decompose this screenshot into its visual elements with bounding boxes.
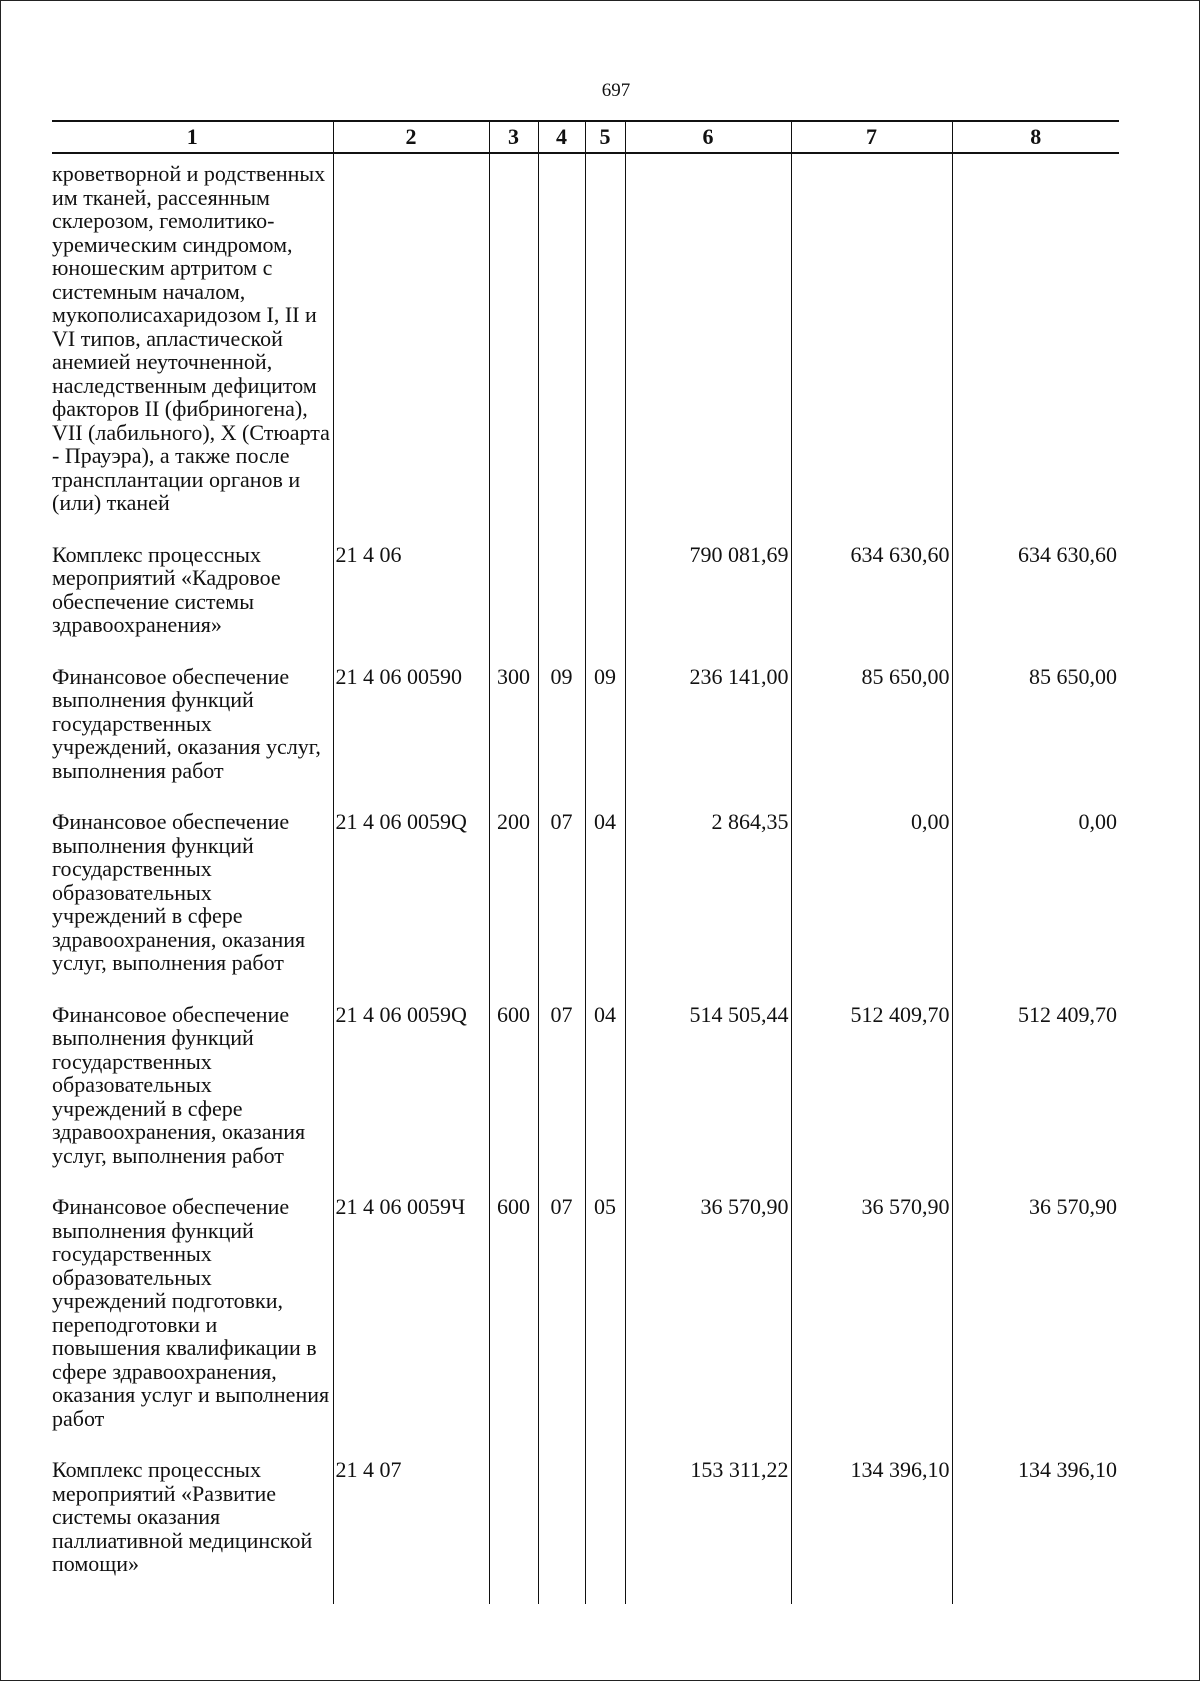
- table-row: [52, 665, 1119, 811]
- row-col6: 153 311,22: [625, 1458, 791, 1604]
- row-col8: 634 630,60: [952, 543, 1119, 665]
- row-col8: 0,00: [952, 810, 1119, 1003]
- row-code: 21 4 06: [333, 543, 489, 665]
- table-row: [52, 1195, 1119, 1458]
- row-col7: 512 409,70: [791, 1003, 952, 1196]
- row-col5: [585, 543, 625, 665]
- row-col4: [538, 153, 585, 543]
- row-col8: 512 409,70: [952, 1003, 1119, 1196]
- row-col6: 36 570,90: [625, 1195, 791, 1458]
- row-col4: 07: [538, 810, 585, 1003]
- column-header-2: 2: [333, 121, 489, 153]
- row-col6: 236 141,00: [625, 665, 791, 811]
- row-col3: 200: [489, 810, 538, 1003]
- row-col6: [625, 153, 791, 543]
- row-name: Комплекс процессных мероприятий «Развитие системы оказания паллиативной медицинской помощи»: [52, 1457, 313, 1576]
- row-col7: 85 650,00: [791, 665, 952, 811]
- row-name: Комплекс процессных мероприятий «Кадровое обеспечение системы здравоохранения»: [52, 541, 281, 637]
- row-col5: [585, 153, 625, 543]
- row-col8: [952, 153, 1119, 543]
- row-name: Финансовое обеспечение выполнения функций государственных учреждений, оказания услуг, выполнения работ: [52, 663, 321, 783]
- row-code: 21 4 06 0059Q: [333, 810, 489, 1003]
- row-col7: 634 630,60: [791, 543, 952, 665]
- row-col7: 0,00: [791, 810, 952, 1003]
- row-col8: 134 396,10: [952, 1458, 1119, 1604]
- row-col4: 07: [538, 1003, 585, 1196]
- table-row: [52, 153, 1119, 543]
- row-code: 21 4 07: [333, 1458, 489, 1604]
- row-col3: [489, 153, 538, 543]
- row-col3: 600: [489, 1195, 538, 1458]
- table-row: [52, 543, 1119, 665]
- row-col5: 04: [585, 1003, 625, 1196]
- page-number: 697: [601, 80, 631, 101]
- row-name: кроветворной и родственных им тканей, рассеянным склерозом, гемолитико-уремическим синдромом, юношеским артритом с системным началом, мукополисахаридозом I, II и VI типов, апластической анемией неуточненной, наследственным дефицитом факторов II (фибриногена), VII (лабильного), X (Стюарта - Прауэра), а также после трансплантации органов и (или) тканей: [52, 161, 330, 515]
- row-col4: [538, 543, 585, 665]
- column-header-4: 4: [538, 121, 585, 153]
- row-code: 21 4 06 0059Q: [333, 1003, 489, 1196]
- row-col3: [489, 543, 538, 665]
- row-code: [333, 153, 489, 543]
- column-header-3: 3: [489, 121, 538, 153]
- row-col6: 790 081,69: [625, 543, 791, 665]
- row-col7: 134 396,10: [791, 1458, 952, 1604]
- row-code: 21 4 06 00590: [333, 665, 489, 811]
- table-row: [52, 1003, 1119, 1196]
- header-row: [52, 121, 1119, 153]
- row-col4: [538, 1458, 585, 1604]
- row-col7: 36 570,90: [791, 1195, 952, 1458]
- row-col5: 09: [585, 665, 625, 811]
- row-name: Финансовое обеспечение выполнения функций государственных образовательных учреждений в сфере здравоохранения, оказания услуг, выполнения работ: [52, 809, 306, 975]
- row-col8: 85 650,00: [952, 665, 1119, 811]
- row-col6: 514 505,44: [625, 1003, 791, 1196]
- budget-table: [52, 120, 1119, 1604]
- row-col4: 09: [538, 665, 585, 811]
- row-col5: 04: [585, 810, 625, 1003]
- column-header-8: 8: [952, 121, 1119, 153]
- row-col5: 05: [585, 1195, 625, 1458]
- column-header-6: 6: [625, 121, 791, 153]
- column-header-5: 5: [585, 121, 625, 153]
- column-header-7: 7: [791, 121, 952, 153]
- row-name: Финансовое обеспечение выполнения функций государственных образовательных учреждений в сфере здравоохранения, оказания услуг, выполнения работ: [52, 1001, 306, 1168]
- row-col4: 07: [538, 1195, 585, 1458]
- row-col3: [489, 1458, 538, 1604]
- row-col6: 2 864,35: [625, 810, 791, 1003]
- row-col7: [791, 153, 952, 543]
- row-col5: [585, 1458, 625, 1604]
- row-code: 21 4 06 0059Ч: [333, 1195, 489, 1458]
- row-col8: 36 570,90: [952, 1195, 1119, 1458]
- row-name: Финансовое обеспечение выполнения функций государственных образовательных учреждений подготовки, переподготовки и повышения квалификации в сфере здравоохранения, оказания услуг и выполнения работ: [52, 1194, 330, 1431]
- row-col3: 600: [489, 1003, 538, 1196]
- table-row: [52, 1458, 1119, 1604]
- row-col3: 300: [489, 665, 538, 811]
- column-header-1: 1: [52, 121, 333, 153]
- table-row: [52, 810, 1119, 1003]
